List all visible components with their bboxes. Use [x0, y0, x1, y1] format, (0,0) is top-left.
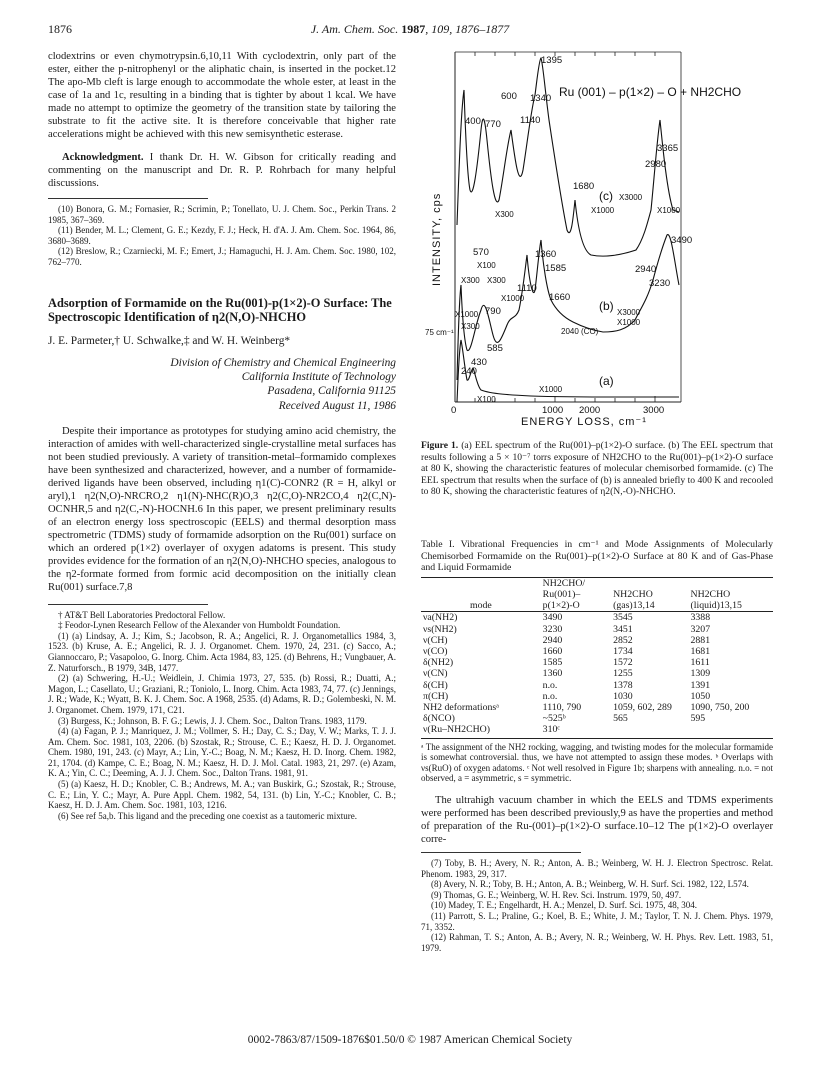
table-cell-ru: 1585 [542, 657, 563, 669]
table-cell-gas [611, 724, 688, 738]
references-right [421, 858, 773, 953]
footnote-rule [421, 852, 581, 853]
running-header [48, 22, 772, 38]
received-date: Received August 11, 1986 [278, 399, 396, 412]
continued-paragraph: clodextrins or even chymotrypsin.6,10,11 With cyclodextrin, only part of the ester, either the p-nitrophenyl or the aliphatic chain, is inserted in the pocket.12 The apo-Mb cleft is large enough to accommodate the whole ester, at least in the case of 1a and 1c, resulting in a binding that is tighter by about 1 kcal. We have made no attempt to optimize the geometry of the transition state by tailoring the substrate to fit the active site. It is therefore conceivable that higher rate accelerations might be achieved with this new semisynthetic esterase. [48, 51, 396, 140]
x-tick-label: 0 [451, 405, 457, 416]
table-cell-ru: 1110, 790 [542, 702, 582, 714]
gain-label: X3000 [619, 193, 643, 202]
gain-label: X1000 [455, 310, 479, 319]
footnote-rule [48, 604, 208, 605]
reference-item: (6) See ref 5a,b. This ligand and the preceding one coexist as a tautomeric mixture. [58, 810, 357, 821]
acknowledgment: Acknowledgment. I thank Dr. H. W. Gibson for critically reading and commenting on the manuscript and Dr. R. P. Rohrbach for many helpful discussions. [48, 152, 396, 189]
gain-label: X300 [461, 276, 480, 285]
reference-item: (11) Parrott, S. L.; Praline, G.; Koel, B. E.; White, J. M.; Taylor, T. N. J. Chem. Phys. 1979, 71, 3352. [421, 910, 773, 932]
footnote-item: ‡ Feodor-Lynen Research Fellow of the Alexander von Humboldt Foundation. [58, 620, 341, 631]
table-cell-liq: 1391 [690, 679, 711, 691]
table-cell-liq: 1681 [690, 646, 711, 657]
peak-label-c: 1680 [573, 181, 595, 192]
trace-label-b: (b) [599, 299, 614, 313]
table-cell-liq: 3207 [690, 623, 711, 635]
table-cell-liq: 2881 [690, 634, 711, 646]
table-cell-mode: ν(CN) [423, 668, 448, 680]
table-cell-gas: 3451 [613, 623, 633, 635]
peak-label-b: 1585 [545, 263, 567, 274]
table-cell-gas: 1378 [613, 679, 633, 691]
table-cell-mode: νs(NH2) [423, 623, 457, 635]
table-row [421, 646, 773, 657]
reference-item: (10) Madey, T. E.; Engelhardt, H. A.; Menzel, D. Surf. Sci. 1975, 48, 304. [431, 900, 698, 911]
table-cell-ru: 1660 [542, 646, 563, 657]
table-cell-liq: 3388 [690, 612, 711, 624]
table-row [421, 691, 773, 702]
peak-label-b: 570 [473, 247, 489, 258]
table-cell-gas: 3545 [613, 612, 633, 624]
page-footer: 0002-7863/87/1509-1876$01.50/0 © 1987 American Chemical Society [247, 1034, 573, 1046]
table-row [421, 668, 773, 679]
table-cell-gas: 1030 [613, 690, 633, 702]
peak-label-a: 585 [487, 343, 503, 354]
gain-label: X1000 [617, 318, 641, 327]
affiliation: Division of Chemistry and Chemical Engineering California Institute of Technology Pasadena, California 91125 [170, 356, 396, 397]
table-cell-mode: ν(Ru–NH2CHO) [421, 724, 541, 738]
column-header-liquid: NH2CHO (liquid)13,15 [690, 588, 742, 612]
table-cell-gas: 1255 [613, 668, 633, 680]
plot-title: Ru (001) – p(1×2) – O + NH2CHO [559, 85, 742, 99]
reference-item: (8) Avery, N. R.; Toby, B. H.; Anton, A. B.; Weinberg, W. H. Surf. Sci. 1982, 122, L574. [431, 879, 749, 890]
gain-label: X100 [477, 261, 496, 270]
peak-label-b: 1660 [549, 292, 571, 303]
peak-label-b: 3490 [671, 235, 693, 246]
gain-label: X300 [461, 322, 480, 331]
table-row [421, 713, 773, 724]
peak-label-b: 3230 [649, 278, 671, 289]
table-cell-liq: 1611 [690, 657, 710, 669]
table-row [421, 702, 773, 713]
peak-label-b: 1360 [535, 249, 557, 260]
page-number: 1876 [48, 22, 72, 36]
table-cell-liq: 1090, 750, 200 [690, 702, 750, 714]
peak-label-c: 1340 [530, 93, 552, 104]
right-column [421, 50, 773, 953]
table-cell-ru: 3490 [542, 612, 563, 624]
table-cell-mode: ν(CH) [423, 634, 448, 646]
table-row [421, 635, 773, 646]
vibrational-frequency-table [421, 577, 773, 739]
table-cell-mode: δ(CH) [423, 679, 448, 691]
table-cell-mode: NH2 deformationsᵃ [423, 702, 499, 714]
gain-label: X300 [495, 210, 514, 219]
peak-label-c: 770 [485, 119, 501, 130]
table-cell-gas: 1572 [613, 657, 633, 669]
column-header-ru: NH2CHO/ Ru(001)– p(1×2)-O [542, 577, 586, 612]
reference-item: (9) Thomas, G. E.; Weinberg, W. H. Rev. Sci. Instrum. 1979, 50, 497. [431, 889, 682, 900]
footnote-item: † AT&T Bell Laboratories Predoctoral Fellow. [58, 609, 226, 620]
gain-label: X1000 [501, 294, 525, 303]
table-row [421, 612, 773, 624]
column-header-gas: NH2CHO (gas)13,14 [613, 588, 655, 612]
figure-1 [421, 50, 773, 498]
peak-label-c: 3365 [657, 143, 679, 154]
left-column [48, 50, 396, 821]
table-cell-ru: n.o. [542, 690, 558, 702]
table-cell-liq [689, 724, 774, 738]
peak-label-c: 1395 [541, 55, 563, 66]
body-paragraph: The ultrahigh vacuum chamber in which the EELS and TDMS experiments were performed has been described previously,9 as have the properties and method of preparation of the Ru-(001)–p(1×2)-O surface.10–12 The p(1×2)-O overlayer corre- [421, 795, 773, 845]
reference-item: (5) (a) Kaesz, H. D.; Knobler, C. B.; Andrews, M. A.; van Buskirk, G.; Szostak, R.; Strouse, C. E.; Lin, Y. C.; Mayr, A. Pure Appl. Chem. 1982, 54, 131. (b) Lin, Y.-C.; Knobler, C. B.; Kaesz, H. D. J. Am. Chem. Soc. 1981, 103, 1216. [48, 779, 396, 811]
x-axis-ticks-top [475, 52, 655, 56]
x-tick-label: 2000 [579, 405, 601, 416]
reference-item: (12) Breslow, R.; Czarniecki, M. F.; Emert, J.; Hamaguchi, H. J. Am. Chem. Soc. 1980, 102, 762–770. [48, 246, 396, 267]
peak-label-a: 75 cm⁻¹ [425, 328, 454, 337]
table-cell-ru: n.o. [542, 679, 558, 691]
reference-item: (10) Bonora, G. M.; Fornasier, R.; Scrimin, P.; Tonellato, U. J. Chem. Soc., Perkin Trans. 2 1985, 367–369. [48, 204, 396, 225]
authors: J. E. Parmeter,† U. Schwalke,‡ and W. H. Weinberg* [48, 334, 291, 347]
table-cell-gas: 565 [613, 713, 628, 725]
table-cell-liq: 1309 [690, 668, 711, 680]
peak-label-c: 2980 [645, 159, 667, 170]
table-cell-ru: 3230 [542, 623, 563, 635]
table-cell-ru: ~525ᵇ [542, 713, 566, 725]
reference-item: (7) Toby, B. H.; Avery, N. R.; Anton, A. B.; Weinberg, W. H. J. Electron Spectrosc. Relat. Phenom. 1983, 29, 317. [421, 858, 773, 879]
journal-citation: J. Am. Chem. Soc. 1987, 109, 1876–1877 [310, 22, 510, 36]
footnote-rule [48, 198, 208, 199]
y-axis-label: INTENSITY, cps [431, 192, 443, 286]
table-cell-mode: π(CH) [423, 690, 449, 702]
table-cell-mode: ν(CO) [423, 646, 448, 657]
table-cell-mode: νa(NH2) [423, 612, 458, 624]
peak-label-b: 1110 [517, 283, 537, 294]
reference-item: (11) Bender, M. L.; Clement, G. E.; Kezdy, F. J.; Heck, H. d'A. J. Am. Chem. Soc. 1964, 86, 3680–3689. [48, 225, 396, 246]
reference-item: (12) Rahman, T. S.; Anton, A. B.; Avery, N. R.; Weinberg, W. H. Phys. Rev. Lett. 1983, 51, 1979. [421, 932, 773, 953]
trace-label-c: (c) [599, 189, 613, 203]
footnotes [48, 610, 396, 822]
body-paragraph: Despite their importance as prototypes for studying amino acid chemistry, the interaction of amides with well-characterized single-crystalline metal surfaces has not been studied previously. A variety of transition-metal–formamido complexes have been synthesized and characterized, however, and a number of formamide-derived ligands have been observed, including η1(C)-CONR2 (R = H, alkyl or aryl),1 η2(N,O)-NRCRO,2 η1(N)-NHC(R)O,3 η2(C,O)-NR2CO,4 η2(C,N)-OCNHR,5 and η2(C,-N)-HOCNH.6 In this paper, we present preliminary results of an electron energy loss spectroscopic (EELS) and thermal desorption mass spectrometric (TDMS) study of formamide adsorption on the Ru(001) surface on which an ordered p(1×2) overlayer of oxygen adatoms is present. This study provides evidence for the formation of an η2(N,O)-NHCHO species, analogous to the η2-formate formed from formic acid decomposition on the initially clean Ru(001) surface.7,8 [48, 425, 396, 593]
gain-label: X3000 [617, 308, 641, 317]
table-row [421, 724, 773, 738]
reference-item: (2) (a) Schwering, H.-U.; Weidlein, J. Chimia 1973, 27, 535. (b) Rossi, R.; Duatti, A.; Magon, L.; Casellato, U.; Graziani, R.; Toniolo, L. Inorg. Chim. Acta 1983, 74, 77. (c) Jennings, J. R.; Wade, K.; Wyatt, B. K. J. Chem. Soc. A 1968, 2535. (d) Adams, R. D.; Golembeski, N. M. J. Organomet. Chem. 1979, 171, C21. [48, 673, 396, 715]
reference-item: (4) (a) Fagan, P. J.; Manriquez, J. M.; Vollmer, S. H.; Day, C. S.; Day, V. W.; Marks, T. J. J. Am. Chem. Soc. 1981, 103, 2206. (b) Szostak, R.; Strouse, C. E.; Kaesz, H. D. J. Organomet. Chem. 1980, 191, 243. (c) Mayr, A.; Lin, Y.-C.; Boag, N. M.; Kaesz, H. D. Inorg. Chem. 1982, 21, 1704. (d) Kampe, C. E.; Boag, N. M.; Kaesz, H. D. J. Mol. Catal. 1983, 21, 297. (e) Azam, K. A.; Yin, C. C.; Deeming, A. J. J. Chem. Soc., Dalton Trans. 1981, 91. [48, 726, 396, 779]
table-cell-liq: 595 [690, 713, 706, 725]
peak-label-c: 400 [465, 116, 481, 127]
x-tick-label: 3000 [643, 405, 665, 416]
x-axis-label: ENERGY LOSS, cm⁻¹ [521, 416, 647, 428]
gain-label: X1000 [657, 206, 681, 215]
figure-caption: Figure 1. (a) EEL spectrum of the Ru(001)–p(1×2)-O surface. (b) The EEL spectrum that results following a 5 × 10⁻⁷ torrs exposure of NH2CHO to the Ru(001)–p(1×2)-O surface at 80 K, showing the characteristic features of molecular chemisorbed formamide. (c) The EEL spectrum that results when the surface of (b) is annealed briefly to 400 K and recooled to 80 K, showing the characteristic features of η2(N,-O)-NHCHO. [421, 440, 773, 498]
peak-label-a: 430 [471, 357, 487, 368]
trace-label-a: (a) [599, 374, 614, 388]
table-cell-liq: 1050 [690, 690, 711, 702]
table-title: Table I. Vibrational Frequencies in cm⁻¹ and Mode Assignments of Molecularly Chemisorbed Formamide on the Ru(001)–p(1×2)-O Surface at 80 K and of Gas-Phase and Liquid Formamide [421, 539, 773, 574]
peak-label-c: 600 [501, 91, 517, 102]
table-cell-gas: 2852 [613, 634, 633, 646]
article-title: Adsorption of Formamide on the Ru(001)-p(1×2)-O Surface: The Spectroscopic Identification of η2(N,O)-NHCHO [48, 295, 392, 325]
peak-label-a: 240 [461, 366, 477, 377]
table-cell-ru: 1360 [542, 668, 563, 680]
table-cell-gas: 1059, 602, 289 [613, 702, 672, 714]
table-cell-mode: δ(NCO) [423, 713, 455, 725]
table-row [421, 680, 773, 691]
table-row [421, 624, 773, 635]
x-tick-label: 1000 [542, 405, 564, 416]
references-top [48, 204, 396, 268]
gain-label: X1000 [591, 206, 615, 215]
gain-label: X100 [477, 395, 496, 404]
table-cell-ru: 2940 [542, 634, 563, 646]
peak-label-c: 1140 [520, 115, 541, 126]
column-header-mode: mode [469, 600, 492, 612]
gain-label: X1000 [539, 385, 563, 394]
peak-label-b: 2940 [635, 264, 657, 275]
peak-label-b: 790 [485, 306, 501, 317]
table-cell-gas: 1734 [613, 646, 633, 657]
table-cell-mode: δ(NH2) [423, 657, 454, 669]
reference-item: (1) (a) Lindsay, A. J.; Kim, S.; Jacobson, R. A.; Angelici, R. J. Organometallics 1984, 3, 1523. (b) Kruse, A. E.; Angelici, R. J. J. Organomet. Chem. 1970, 24, 231. (c) Sacco, A.; Giannoccaro, P.; Vasapoloo, G. Inorg. Chim. Acta 1984, 83, 125. (d) Behrens, H.; Vungbauer, A. Z. Naturforsch., B 1979, 34B, 1477. [48, 630, 396, 673]
peak-label-b: 2040 (CO) [561, 327, 599, 336]
table-cell-ru: 310ᶜ [541, 724, 611, 738]
table-row [421, 657, 773, 668]
table-notes: ᵃ The assignment of the NH2 rocking, wagging, and twisting modes for the molecular formamide is somewhat controversial. thus, we have not attempted to assign these modes. ᵇ Overlaps with νs(RuO) of oxygen adatoms. ᶜ Not well resolved in Figure 1b; sharpens with annealing. n.o. = not observed, a = asymmetric, s = symmetric. [421, 741, 773, 784]
gain-label: X300 [487, 276, 506, 285]
reference-item: (3) Burgess, K.; Johnson, B. F. G.; Lewis, J. J. Chem. Soc., Dalton Trans. 1983, 1179. [58, 715, 367, 726]
